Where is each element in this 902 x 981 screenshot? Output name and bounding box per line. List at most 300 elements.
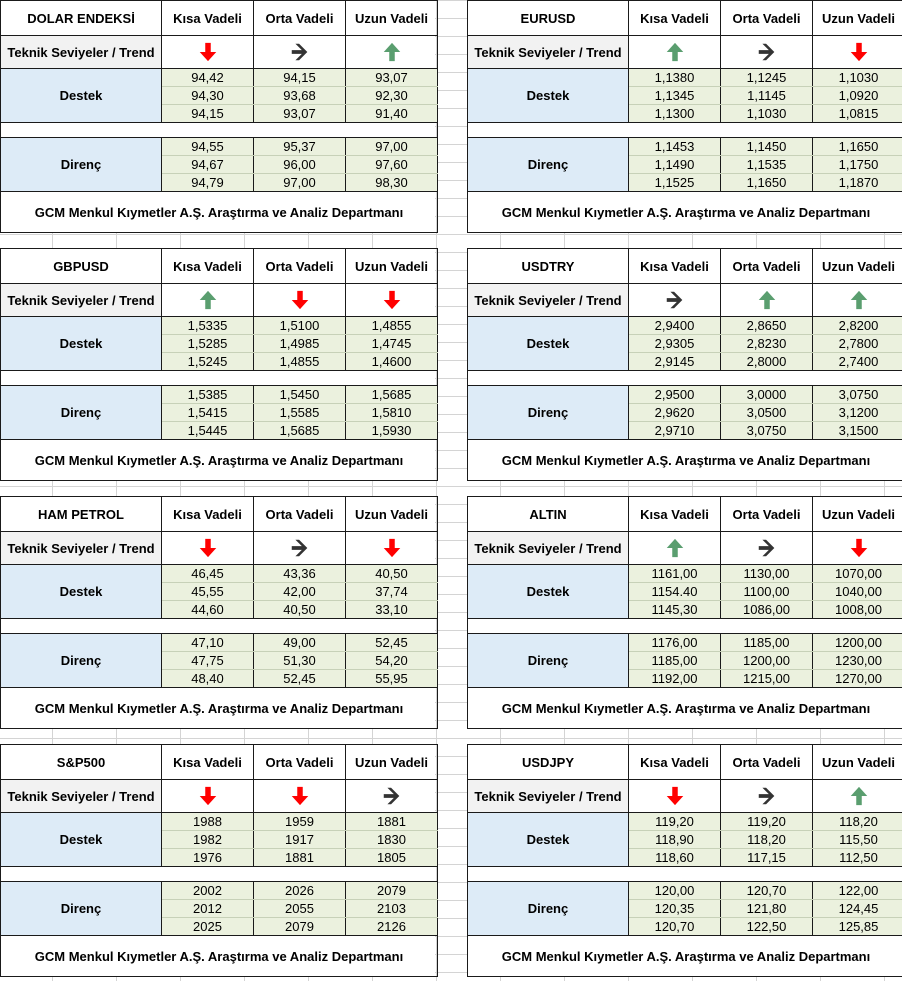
support-value[interactable]: 91,40 — [346, 105, 438, 123]
resistance-value[interactable]: 47,75 — [162, 652, 254, 670]
column-header-mid[interactable]: Orta Vadeli — [721, 745, 813, 780]
instrument-title[interactable]: ALTIN — [468, 497, 629, 532]
trend-cell[interactable] — [813, 780, 902, 813]
support-value[interactable]: 1,4745 — [346, 335, 438, 353]
trend-cell[interactable] — [813, 532, 902, 565]
arrow-right-icon — [289, 537, 311, 559]
trend-cell[interactable] — [162, 36, 254, 69]
resistance-value[interactable]: 2025 — [162, 918, 254, 936]
arrow-shape — [666, 43, 683, 61]
support-value[interactable]: 93,07 — [254, 105, 346, 123]
trend-cell[interactable] — [629, 284, 721, 317]
arrow-shape — [850, 787, 867, 805]
resistance-value[interactable]: 2103 — [346, 900, 438, 918]
resistance-value[interactable]: 2026 — [254, 882, 346, 900]
resistance-value[interactable]: 94,67 — [162, 156, 254, 174]
panel-dolar-endeksi — [0, 0, 435, 233]
support-value[interactable]: 1,5245 — [162, 353, 254, 371]
resistance-value[interactable]: 52,45 — [254, 670, 346, 688]
footer-row — [468, 440, 902, 481]
support-value[interactable]: 94,30 — [162, 87, 254, 105]
resistance-value[interactable]: 1200,00 — [721, 652, 813, 670]
arrow-shape — [383, 43, 400, 61]
footer-credit[interactable]: GCM Menkul Kıymetler A.Ş. Araştırma ve Analiz Departmanı — [468, 440, 902, 481]
resistance-value[interactable]: 3,0750 — [721, 422, 813, 440]
resistance-value[interactable]: 2002 — [162, 882, 254, 900]
support-value[interactable]: 92,30 — [346, 87, 438, 105]
support-value[interactable]: 1,0815 — [813, 105, 902, 123]
arrow-shape — [291, 787, 308, 805]
levels-table — [467, 744, 902, 977]
trend-cell[interactable] — [254, 36, 346, 69]
resistance-value[interactable]: 1,5450 — [254, 386, 346, 404]
resistance-value[interactable]: 1176,00 — [629, 634, 721, 652]
spacer-row — [1, 123, 438, 138]
resistance-value[interactable]: 94,79 — [162, 174, 254, 192]
support-value[interactable]: 1,4600 — [346, 353, 438, 371]
support-value[interactable]: 2,8200 — [813, 317, 902, 335]
support-value[interactable]: 118,20 — [721, 831, 813, 849]
column-header-short[interactable]: Kısa Vadeli — [629, 249, 721, 284]
resistance-label[interactable]: Direnç — [468, 882, 629, 936]
footer-credit[interactable]: GCM Menkul Kıymetler A.Ş. Araştırma ve Analiz Departmanı — [1, 936, 438, 977]
column-header-long[interactable]: Uzun Vadeli — [813, 745, 902, 780]
levels-table — [0, 744, 438, 977]
resistance-value[interactable]: 54,20 — [346, 652, 438, 670]
arrow-shape — [199, 291, 216, 309]
header-row — [468, 249, 902, 284]
resistance-value[interactable]: 1,1450 — [721, 138, 813, 156]
support-value[interactable]: 1,1300 — [629, 105, 721, 123]
trend-cell[interactable] — [721, 284, 813, 317]
resistance-value[interactable]: 2126 — [346, 918, 438, 936]
support-value[interactable]: 1881 — [254, 849, 346, 867]
resistance-value[interactable]: 1,1453 — [629, 138, 721, 156]
trend-cell[interactable] — [629, 780, 721, 813]
trend-cell[interactable] — [162, 532, 254, 565]
resistance-label[interactable]: Direnç — [468, 386, 629, 440]
arrow-shape — [199, 539, 216, 557]
resistance-label[interactable]: Direnç — [1, 138, 162, 192]
trend-row — [468, 284, 902, 317]
resistance-value[interactable]: 121,80 — [721, 900, 813, 918]
arrow-down-icon — [197, 537, 219, 559]
support-row — [468, 565, 902, 583]
support-value[interactable]: 119,20 — [721, 813, 813, 831]
support-row — [1, 69, 438, 87]
column-header-short[interactable]: Kısa Vadeli — [162, 249, 254, 284]
trend-cell[interactable] — [721, 532, 813, 565]
resistance-value[interactable]: 1192,00 — [629, 670, 721, 688]
instrument-title[interactable]: S&P500 — [1, 745, 162, 780]
spacer-row — [468, 371, 902, 386]
resistance-value[interactable]: 97,60 — [346, 156, 438, 174]
instrument-title[interactable]: GBPUSD — [1, 249, 162, 284]
footer-row — [1, 688, 438, 729]
arrow-up-icon — [381, 41, 403, 63]
column-header-mid[interactable]: Orta Vadeli — [254, 249, 346, 284]
support-value[interactable]: 118,90 — [629, 831, 721, 849]
spacer-row — [468, 867, 902, 882]
resistance-value[interactable]: 2,9620 — [629, 404, 721, 422]
trend-cell[interactable] — [813, 36, 902, 69]
arrow-shape — [758, 291, 775, 309]
column-header-mid[interactable]: Orta Vadeli — [721, 497, 813, 532]
footer-credit[interactable]: GCM Menkul Kıymetler A.Ş. Araştırma ve Analiz Departmanı — [468, 192, 902, 233]
column-header-long[interactable]: Uzun Vadeli — [346, 745, 438, 780]
spacer-cell[interactable] — [468, 867, 902, 882]
trend-cell[interactable] — [629, 532, 721, 565]
resistance-value[interactable]: 49,00 — [254, 634, 346, 652]
resistance-value[interactable]: 96,00 — [254, 156, 346, 174]
resistance-value[interactable]: 97,00 — [254, 174, 346, 192]
support-value[interactable]: 1,1345 — [629, 87, 721, 105]
footer-row — [1, 192, 438, 233]
column-header-long[interactable]: Uzun Vadeli — [813, 497, 902, 532]
resistance-value[interactable]: 2012 — [162, 900, 254, 918]
resistance-value[interactable]: 1,1535 — [721, 156, 813, 174]
resistance-value[interactable]: 120,35 — [629, 900, 721, 918]
panel-gbpusd — [0, 248, 435, 481]
instrument-title[interactable]: USDJPY — [468, 745, 629, 780]
support-value[interactable]: 1130,00 — [721, 565, 813, 583]
support-value[interactable]: 1917 — [254, 831, 346, 849]
support-value[interactable]: 94,42 — [162, 69, 254, 87]
arrow-shape — [383, 291, 400, 309]
arrow-shape — [383, 788, 399, 805]
resistance-value[interactable]: 2079 — [346, 882, 438, 900]
trend-label[interactable]: Teknik Seviyeler / Trend — [468, 284, 629, 317]
spacer-cell[interactable] — [1, 123, 438, 138]
support-value[interactable]: 43,36 — [254, 565, 346, 583]
support-row — [1, 565, 438, 583]
arrow-shape — [291, 540, 307, 557]
spacer-cell[interactable] — [1, 867, 438, 882]
spacer-cell[interactable] — [1, 371, 438, 386]
support-label[interactable]: Destek — [1, 317, 162, 371]
resistance-value[interactable]: 52,45 — [346, 634, 438, 652]
resistance-value[interactable]: 1185,00 — [629, 652, 721, 670]
trend-label[interactable]: Teknik Seviyeler / Trend — [468, 36, 629, 69]
resistance-label[interactable]: Direnç — [468, 138, 629, 192]
support-value[interactable]: 93,68 — [254, 87, 346, 105]
support-value[interactable]: 112,50 — [813, 849, 902, 867]
trend-cell[interactable] — [346, 36, 438, 69]
resistance-value[interactable]: 1,1650 — [721, 174, 813, 192]
trend-label[interactable]: Teknik Seviyeler / Trend — [1, 284, 162, 317]
resistance-value[interactable]: 2079 — [254, 918, 346, 936]
support-value[interactable]: 1,0920 — [813, 87, 902, 105]
resistance-value[interactable]: 125,85 — [813, 918, 902, 936]
resistance-value[interactable]: 1,5685 — [346, 386, 438, 404]
support-value[interactable]: 1881 — [346, 813, 438, 831]
resistance-value[interactable]: 98,30 — [346, 174, 438, 192]
support-value[interactable]: 93,07 — [346, 69, 438, 87]
footer-row — [468, 936, 902, 977]
resistance-value[interactable]: 97,00 — [346, 138, 438, 156]
instrument-title[interactable]: DOLAR ENDEKSİ — [1, 1, 162, 36]
resistance-row — [468, 634, 902, 652]
support-value[interactable]: 1008,00 — [813, 601, 902, 619]
support-value[interactable]: 94,15 — [162, 105, 254, 123]
column-header-long[interactable]: Uzun Vadeli — [813, 249, 902, 284]
trend-cell[interactable] — [162, 780, 254, 813]
resistance-value[interactable]: 120,70 — [721, 882, 813, 900]
trend-cell[interactable] — [254, 284, 346, 317]
support-value[interactable]: 33,10 — [346, 601, 438, 619]
column-header-short[interactable]: Kısa Vadeli — [629, 745, 721, 780]
resistance-value[interactable]: 1185,00 — [721, 634, 813, 652]
column-header-long[interactable]: Uzun Vadeli — [346, 249, 438, 284]
resistance-value[interactable]: 1,5685 — [254, 422, 346, 440]
trend-cell[interactable] — [254, 532, 346, 565]
resistance-value[interactable]: 1,5810 — [346, 404, 438, 422]
arrow-down-icon — [381, 537, 403, 559]
support-value[interactable]: 40,50 — [346, 565, 438, 583]
arrow-up-icon — [848, 785, 870, 807]
support-value[interactable]: 2,8650 — [721, 317, 813, 335]
instrument-title[interactable]: USDTRY — [468, 249, 629, 284]
column-header-short[interactable]: Kısa Vadeli — [162, 1, 254, 36]
resistance-value[interactable]: 1,1750 — [813, 156, 902, 174]
support-value[interactable]: 2,9305 — [629, 335, 721, 353]
trend-cell[interactable] — [346, 284, 438, 317]
support-value[interactable]: 1,4985 — [254, 335, 346, 353]
arrow-right-icon — [664, 289, 686, 311]
support-value[interactable]: 42,00 — [254, 583, 346, 601]
support-value[interactable]: 1,1030 — [721, 105, 813, 123]
arrow-right-icon — [289, 41, 311, 63]
resistance-value[interactable]: 1,5415 — [162, 404, 254, 422]
panel-usdtry — [467, 248, 902, 481]
resistance-label[interactable]: Direnç — [1, 634, 162, 688]
resistance-value[interactable]: 3,0000 — [721, 386, 813, 404]
resistance-label[interactable]: Direnç — [1, 882, 162, 936]
support-label[interactable]: Destek — [1, 565, 162, 619]
resistance-value[interactable]: 120,70 — [629, 918, 721, 936]
arrow-shape — [758, 540, 774, 557]
trend-cell[interactable] — [346, 532, 438, 565]
resistance-value[interactable]: 1,5930 — [346, 422, 438, 440]
support-value[interactable]: 1,1030 — [813, 69, 902, 87]
support-value[interactable]: 45,55 — [162, 583, 254, 601]
resistance-value[interactable]: 3,0500 — [721, 404, 813, 422]
footer-credit[interactable]: GCM Menkul Kıymetler A.Ş. Araştırma ve Analiz Departmanı — [468, 688, 902, 729]
resistance-value[interactable]: 1,5445 — [162, 422, 254, 440]
resistance-value[interactable]: 3,1200 — [813, 404, 902, 422]
column-header-short[interactable]: Kısa Vadeli — [162, 497, 254, 532]
footer-credit[interactable]: GCM Menkul Kıymetler A.Ş. Araştırma ve Analiz Departmanı — [1, 440, 438, 481]
support-value[interactable]: 1988 — [162, 813, 254, 831]
support-value[interactable]: 1070,00 — [813, 565, 902, 583]
spacer-cell[interactable] — [468, 619, 902, 634]
support-label[interactable]: Destek — [468, 317, 629, 371]
resistance-value[interactable]: 1215,00 — [721, 670, 813, 688]
support-value[interactable]: 1959 — [254, 813, 346, 831]
column-header-mid[interactable]: Orta Vadeli — [254, 497, 346, 532]
arrow-up-icon — [848, 289, 870, 311]
resistance-value[interactable]: 1,1490 — [629, 156, 721, 174]
column-header-long[interactable]: Uzun Vadeli — [346, 1, 438, 36]
support-value[interactable]: 1,4855 — [254, 353, 346, 371]
support-label[interactable]: Destek — [468, 565, 629, 619]
support-value[interactable]: 1154.40 — [629, 583, 721, 601]
arrow-down-icon — [848, 41, 870, 63]
trend-cell[interactable] — [629, 36, 721, 69]
column-header-mid[interactable]: Orta Vadeli — [254, 1, 346, 36]
resistance-row — [468, 386, 902, 404]
spacer-row — [1, 371, 438, 386]
support-value[interactable]: 1040,00 — [813, 583, 902, 601]
trend-label[interactable]: Teknik Seviyeler / Trend — [1, 36, 162, 69]
support-value[interactable]: 1161,00 — [629, 565, 721, 583]
column-header-short[interactable]: Kısa Vadeli — [162, 745, 254, 780]
support-value[interactable]: 1,1245 — [721, 69, 813, 87]
resistance-value[interactable]: 1270,00 — [813, 670, 902, 688]
support-value[interactable]: 1805 — [346, 849, 438, 867]
trend-cell[interactable] — [346, 780, 438, 813]
trend-cell[interactable] — [254, 780, 346, 813]
support-value[interactable]: 1830 — [346, 831, 438, 849]
support-value[interactable]: 117,15 — [721, 849, 813, 867]
column-header-short[interactable]: Kısa Vadeli — [629, 1, 721, 36]
trend-row — [1, 36, 438, 69]
trend-row — [468, 780, 902, 813]
resistance-value[interactable]: 2055 — [254, 900, 346, 918]
footer-credit[interactable]: GCM Menkul Kıymetler A.Ş. Araştırma ve Analiz Departmanı — [1, 192, 438, 233]
resistance-value[interactable]: 2,9500 — [629, 386, 721, 404]
trend-label[interactable]: Teknik Seviyeler / Trend — [468, 780, 629, 813]
support-label[interactable]: Destek — [1, 69, 162, 123]
spacer-cell[interactable] — [1, 619, 438, 634]
support-value[interactable]: 2,7400 — [813, 353, 902, 371]
support-value[interactable]: 1,5335 — [162, 317, 254, 335]
support-value[interactable]: 40,50 — [254, 601, 346, 619]
arrow-shape — [850, 43, 867, 61]
header-row — [468, 497, 902, 532]
support-value[interactable]: 115,50 — [813, 831, 902, 849]
trend-cell[interactable] — [813, 284, 902, 317]
column-header-long[interactable]: Uzun Vadeli — [813, 1, 902, 36]
footer-credit[interactable]: GCM Menkul Kıymetler A.Ş. Araştırma ve Analiz Departmanı — [468, 936, 902, 977]
footer-row — [468, 688, 902, 729]
support-value[interactable]: 1,1145 — [721, 87, 813, 105]
instrument-title[interactable]: HAM PETROL — [1, 497, 162, 532]
trend-label[interactable]: Teknik Seviyeler / Trend — [1, 780, 162, 813]
support-value[interactable]: 118,60 — [629, 849, 721, 867]
header-row — [1, 1, 438, 36]
trend-cell[interactable] — [721, 780, 813, 813]
support-label[interactable]: Destek — [1, 813, 162, 867]
resistance-value[interactable]: 1,1525 — [629, 174, 721, 192]
trend-label[interactable]: Teknik Seviyeler / Trend — [1, 532, 162, 565]
resistance-value[interactable]: 94,55 — [162, 138, 254, 156]
levels-table — [467, 496, 902, 729]
spacer-cell[interactable] — [468, 123, 902, 138]
support-value[interactable]: 118,20 — [813, 813, 902, 831]
support-value[interactable]: 1,4855 — [346, 317, 438, 335]
support-value[interactable]: 1976 — [162, 849, 254, 867]
resistance-value[interactable]: 51,30 — [254, 652, 346, 670]
spacer-cell[interactable] — [468, 371, 902, 386]
resistance-value[interactable]: 1230,00 — [813, 652, 902, 670]
support-value[interactable]: 119,20 — [629, 813, 721, 831]
support-value[interactable]: 1086,00 — [721, 601, 813, 619]
resistance-row — [468, 138, 902, 156]
support-value[interactable]: 2,8000 — [721, 353, 813, 371]
support-value[interactable]: 2,9400 — [629, 317, 721, 335]
column-header-short[interactable]: Kısa Vadeli — [629, 497, 721, 532]
panel-s-p500 — [0, 744, 435, 977]
support-value[interactable]: 1,1380 — [629, 69, 721, 87]
resistance-label[interactable]: Direnç — [468, 634, 629, 688]
support-value[interactable]: 1100,00 — [721, 583, 813, 601]
support-value[interactable]: 2,8230 — [721, 335, 813, 353]
resistance-value[interactable]: 47,10 — [162, 634, 254, 652]
resistance-value[interactable]: 122,50 — [721, 918, 813, 936]
support-value[interactable]: 37,74 — [346, 583, 438, 601]
arrow-shape — [291, 291, 308, 309]
support-value[interactable]: 44,60 — [162, 601, 254, 619]
header-row — [468, 1, 902, 36]
arrow-shape — [666, 539, 683, 557]
trend-cell[interactable] — [162, 284, 254, 317]
resistance-value[interactable]: 1200,00 — [813, 634, 902, 652]
column-header-mid[interactable]: Orta Vadeli — [721, 1, 813, 36]
footer-credit[interactable]: GCM Menkul Kıymetler A.Ş. Araştırma ve Analiz Departmanı — [1, 688, 438, 729]
support-value[interactable]: 94,15 — [254, 69, 346, 87]
arrow-shape — [199, 43, 216, 61]
arrow-shape — [666, 787, 683, 805]
support-value[interactable]: 2,9145 — [629, 353, 721, 371]
resistance-row — [1, 386, 438, 404]
resistance-value[interactable]: 2,9710 — [629, 422, 721, 440]
support-value[interactable]: 1,5100 — [254, 317, 346, 335]
column-header-long[interactable]: Uzun Vadeli — [346, 497, 438, 532]
trend-cell[interactable] — [721, 36, 813, 69]
column-header-mid[interactable]: Orta Vadeli — [721, 249, 813, 284]
resistance-value[interactable]: 3,1500 — [813, 422, 902, 440]
support-value[interactable]: 46,45 — [162, 565, 254, 583]
support-label[interactable]: Destek — [468, 69, 629, 123]
resistance-value[interactable]: 48,40 — [162, 670, 254, 688]
resistance-value[interactable]: 55,95 — [346, 670, 438, 688]
support-value[interactable]: 1145,30 — [629, 601, 721, 619]
resistance-value[interactable]: 1,1870 — [813, 174, 902, 192]
resistance-value[interactable]: 95,37 — [254, 138, 346, 156]
support-value[interactable]: 1982 — [162, 831, 254, 849]
resistance-row — [468, 882, 902, 900]
column-header-mid[interactable]: Orta Vadeli — [254, 745, 346, 780]
arrow-right-icon — [381, 785, 403, 807]
trend-row — [468, 532, 902, 565]
trend-label[interactable]: Teknik Seviyeler / Trend — [468, 532, 629, 565]
support-value[interactable]: 2,7800 — [813, 335, 902, 353]
resistance-value[interactable]: 1,5585 — [254, 404, 346, 422]
instrument-title[interactable]: EURUSD — [468, 1, 629, 36]
support-row — [468, 69, 902, 87]
resistance-value[interactable]: 120,00 — [629, 882, 721, 900]
resistance-label[interactable]: Direnç — [1, 386, 162, 440]
resistance-value[interactable]: 124,45 — [813, 900, 902, 918]
footer-row — [1, 936, 438, 977]
support-value[interactable]: 1,5285 — [162, 335, 254, 353]
resistance-value[interactable]: 1,1650 — [813, 138, 902, 156]
resistance-value[interactable]: 1,5385 — [162, 386, 254, 404]
resistance-value[interactable]: 3,0750 — [813, 386, 902, 404]
support-label[interactable]: Destek — [468, 813, 629, 867]
resistance-value[interactable]: 122,00 — [813, 882, 902, 900]
